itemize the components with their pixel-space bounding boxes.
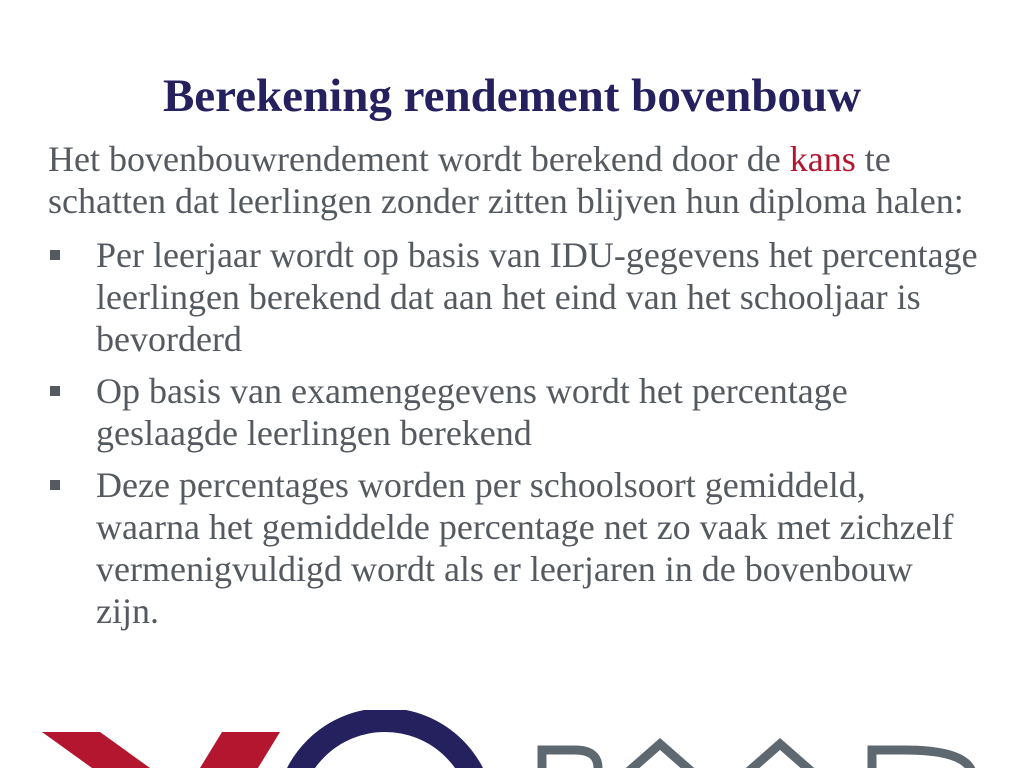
logo-letter-a2 [748, 744, 812, 768]
square-bullet-icon [50, 386, 60, 396]
logo-v-left-stroke [42, 732, 150, 768]
bullet-item [48, 464, 978, 632]
vo-raad-logo-graphic [0, 710, 1024, 768]
vo-raad-logo [0, 710, 1024, 768]
intro-text-before: Het bovenbouwrendement wordt berekend door de [48, 139, 790, 179]
square-bullet-icon [50, 250, 60, 260]
logo-letter-d [872, 750, 972, 768]
logo-v-right-stroke [200, 732, 280, 768]
bullet-text: Deze percentages worden per schoolsoort gemiddeld, waarna het gemiddelde percentage net zo vaak met zichzelf vermenigvuldigd wordt als er leerjaren in de bovenbouw zijn. [96, 465, 954, 631]
logo-letter-a1 [628, 744, 692, 768]
slide-title: Berekening rendement bovenbouw [162, 70, 862, 122]
logo-letter-r [542, 750, 598, 768]
bullet-text: Op basis van examengegevens wordt het percentage geslaagde leerlingen berekend [96, 371, 848, 453]
intro-text-after: te schatten dat leerlingen zonder zitten blijven hun diploma halen: [48, 139, 964, 221]
bullet-item [48, 370, 978, 454]
bullet-item [48, 234, 978, 360]
logo-raad-letters [542, 744, 972, 768]
logo-o-ring [287, 720, 483, 768]
slide-body [48, 138, 978, 642]
bullet-list [48, 234, 978, 632]
square-bullet-icon [50, 480, 60, 490]
intro-highlight-word: kans [789, 139, 856, 179]
intro-paragraph [48, 138, 978, 222]
bullet-text: Per leerjaar wordt op basis van IDU-gegevens het percentage leerlingen berekend dat aan het eind van het schooljaar is bevorderd [96, 235, 978, 359]
